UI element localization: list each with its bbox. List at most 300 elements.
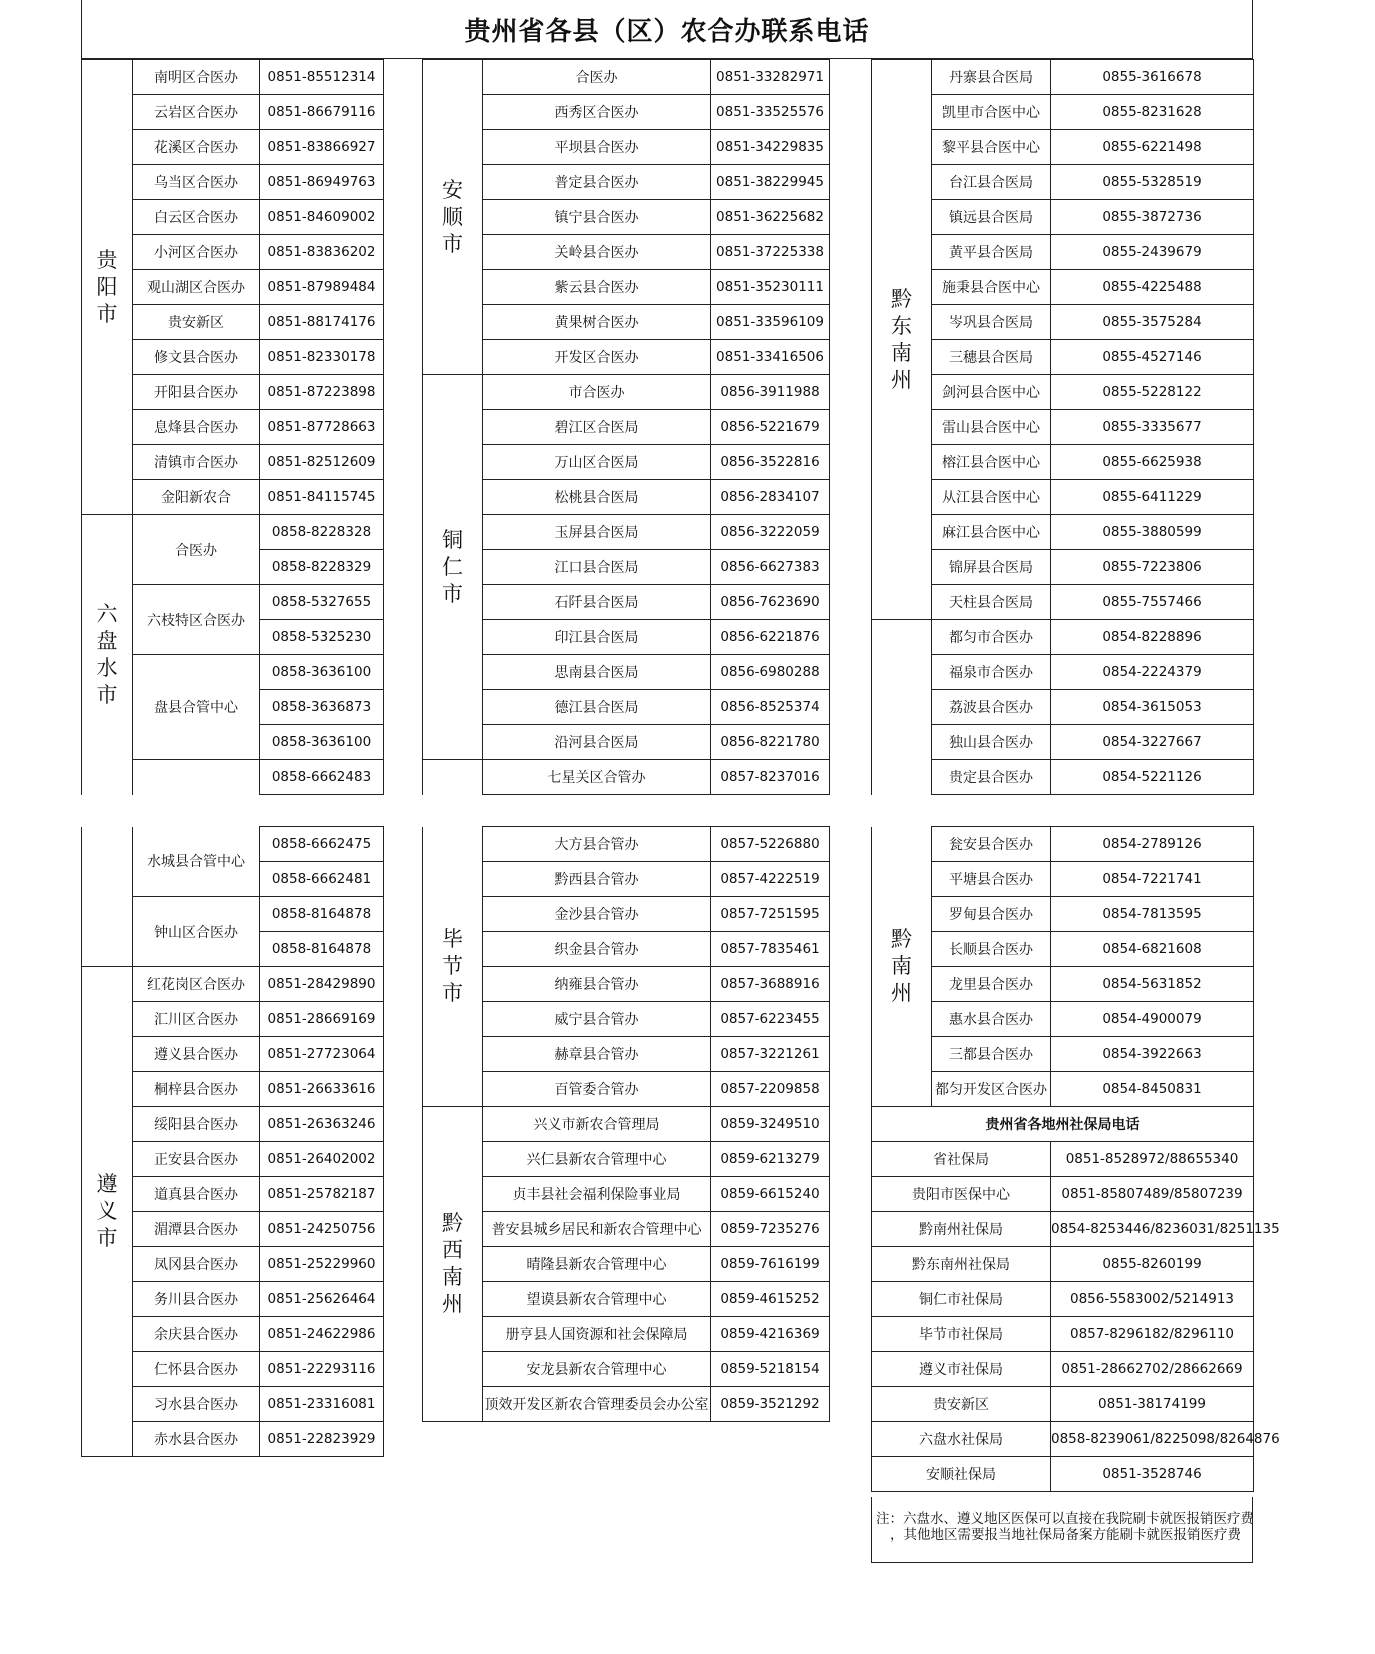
city-qiannan [872,827,932,1107]
footnote-line-1: 注：六盘水、遵义地区医保可以直接在我院刷卡就医报销医疗费 [876,1511,1254,1527]
phone-number: 0854-5221126 [1051,760,1254,795]
phone-number: 0854-6821608 [1051,932,1254,967]
insurance-office-name: 黔南州社保局 [872,1212,1051,1247]
phone-number: 0851-84609002 [260,200,384,235]
phone-number: 0854-7221741 [1051,862,1254,897]
office-name: 沿河县合医局 [483,725,711,760]
table-row [423,235,830,270]
phone-number: 0856-8221780 [711,725,830,760]
phone-number: 0851-26363246 [260,1107,384,1142]
office-name: 钟山区合医办 [133,897,260,967]
office-name: 习水县合医办 [133,1387,260,1422]
office-name: 紫云县合医办 [483,270,711,305]
insurance-office-name: 黔东南州社保局 [872,1247,1051,1282]
phone-number: 0851-34229835 [711,130,830,165]
city-liupanshui-label: 六盘水市 [96,601,118,707]
phone-number: 0851-35230111 [711,270,830,305]
office-name: 正安县合医办 [133,1142,260,1177]
office-name: 水城县合管中心 [133,827,260,897]
office-name: 关岭县合医办 [483,235,711,270]
city-qianxinan [423,1107,483,1422]
insurance-office-name: 贵阳市医保中心 [872,1177,1051,1212]
phone-number: 0855-4527146 [1051,340,1254,375]
phone-number: 0851-25782187 [260,1177,384,1212]
city-guiyang-label: 贵阳市 [96,247,118,326]
city-anshun-label: 安顺市 [442,177,463,256]
table-row [872,60,1254,95]
phone-number: 0854-3922663 [1051,1037,1254,1072]
table-row [423,620,830,655]
phone-number: 0855-3872736 [1051,200,1254,235]
office-name: 黄平县合医局 [932,235,1051,270]
phone-number: 0856-2834107 [711,480,830,515]
table-row [82,827,384,862]
table-row [423,305,830,340]
phone-number: 0851-87989484 [260,270,384,305]
phone-number: 0851-83836202 [260,235,384,270]
col2-top-table [422,59,830,795]
table-row [423,725,830,760]
table-row [82,60,384,95]
phone-number: 0859-3521292 [711,1387,830,1422]
office-name: 金阳新农合 [133,480,260,515]
phone-number: 0855-4225488 [1051,270,1254,305]
city-tongren [423,375,483,760]
table-row [423,1072,830,1107]
table-row [872,1387,1254,1422]
phone-number: 0857-6223455 [711,1002,830,1037]
table-row [423,585,830,620]
office-name: 南明区合医办 [133,60,260,95]
city-guiyang [82,60,133,515]
phone-number: 0855-8231628 [1051,95,1254,130]
phone-number: 0857-8237016 [711,760,830,795]
office-name: 天柱县合医局 [932,585,1051,620]
city-qiannan-top [872,620,932,795]
office-name: 大方县合管办 [483,827,711,862]
office-name: 施秉县合医中心 [932,270,1051,305]
phone-number: 0851-82330178 [260,340,384,375]
phone-number: 0851-37225338 [711,235,830,270]
phone-number: 0858-8164878 [260,932,384,967]
table-row [872,620,1254,655]
insurance-phone-number: 0858-8239061/8225098/8264876 [1051,1422,1254,1457]
table-row [423,1352,830,1387]
phone-number: 0854-7813595 [1051,897,1254,932]
phone-number: 0855-6221498 [1051,130,1254,165]
office-name: 余庆县合医办 [133,1317,260,1352]
table-row [82,967,384,1002]
office-name: 兴义市新农合管理局 [483,1107,711,1142]
phone-number: 0851-28669169 [260,1002,384,1037]
table-row [423,410,830,445]
table-row [872,1107,1254,1142]
insurance-office-name: 安顺社保局 [872,1457,1051,1492]
insurance-office-name: 六盘水社保局 [872,1422,1051,1457]
footnote [871,1497,1253,1563]
phone-number: 0854-8450831 [1051,1072,1254,1107]
office-name: 西秀区合医办 [483,95,711,130]
phone-number: 0856-8525374 [711,690,830,725]
col3-top-table [871,59,1254,795]
office-name: 合医办 [483,60,711,95]
office-name: 六枝特区合医办 [133,585,260,655]
insurance-office-name: 省社保局 [872,1142,1051,1177]
phone-number: 0851-28429890 [260,967,384,1002]
office-name: 台江县合医局 [932,165,1051,200]
city-qiandongnan [872,60,932,620]
phone-number: 0858-3636100 [260,655,384,690]
col1-top-table [81,59,384,795]
insurance-phone-number: 0854-8253446/8236031/8251135 [1051,1212,1254,1247]
office-name: 开阳县合医办 [133,375,260,410]
phone-number: 0856-7623690 [711,585,830,620]
table-row [423,270,830,305]
phone-number: 0858-5327655 [260,585,384,620]
office-name: 凯里市合医中心 [932,95,1051,130]
office-name: 惠水县合医办 [932,1002,1051,1037]
table-row [423,827,830,862]
city-tongren-label: 铜仁市 [442,527,463,606]
table-row [423,932,830,967]
table-row [872,1212,1254,1247]
phone-number: 0858-6662475 [260,827,384,862]
insurance-header: 贵州省各地州社保局电话 [872,1107,1254,1142]
phone-number: 0859-7616199 [711,1247,830,1282]
phone-number: 0856-6980288 [711,655,830,690]
office-name: 兴仁县新农合管理中心 [483,1142,711,1177]
insurance-office-name: 贵安新区 [872,1387,1051,1422]
office-name: 清镇市合医办 [133,445,260,480]
phone-number: 0858-8228328 [260,515,384,550]
office-name: 小河区合医办 [133,235,260,270]
phone-number: 0854-4900079 [1051,1002,1254,1037]
table-row [423,1247,830,1282]
office-name: 湄潭县合医办 [133,1212,260,1247]
city-qianxinan-label: 黔西南州 [442,1211,463,1316]
phone-number: 0856-3522816 [711,445,830,480]
office-name: 麻江县合医中心 [932,515,1051,550]
phone-number: 0851-36225682 [711,200,830,235]
office-name: 开发区合医办 [483,340,711,375]
table-row [423,1317,830,1352]
insurance-phone-number: 0857-8296182/8296110 [1051,1317,1254,1352]
office-name: 晴隆县新农合管理中心 [483,1247,711,1282]
table-row [872,1247,1254,1282]
phone-number: 0855-7223806 [1051,550,1254,585]
table-row [423,760,830,795]
table-row [423,165,830,200]
table-row [423,200,830,235]
phone-number: 0851-26402002 [260,1142,384,1177]
office-name: 玉屏县合医局 [483,515,711,550]
phone-number: 0851-83866927 [260,130,384,165]
phone-number: 0851-22293116 [260,1352,384,1387]
office-name: 观山湖区合医办 [133,270,260,305]
office-name: 印江县合医局 [483,620,711,655]
city-zunyi [82,967,133,1457]
phone-number: 0857-3221261 [711,1037,830,1072]
office-name: 榕江县合医中心 [932,445,1051,480]
phone-number: 0851-86949763 [260,165,384,200]
office-name: 绥阳县合医办 [133,1107,260,1142]
office-name: 安龙县新农合管理中心 [483,1352,711,1387]
phone-number: 0855-3616678 [1051,60,1254,95]
office-name: 云岩区合医办 [133,95,260,130]
phone-number: 0855-6411229 [1051,480,1254,515]
office-name: 万山区合医局 [483,445,711,480]
office-name: 金沙县合管办 [483,897,711,932]
phone-number: 0854-3227667 [1051,725,1254,760]
table-row [872,1177,1254,1212]
office-name: 普定县合医办 [483,165,711,200]
office-name: 雷山县合医中心 [932,410,1051,445]
office-name: 镇远县合医局 [932,200,1051,235]
office-name: 务川县合医办 [133,1282,260,1317]
phone-number: 0855-7557466 [1051,585,1254,620]
office-name: 德江县合医局 [483,690,711,725]
table-row [872,1457,1254,1492]
insurance-phone-number: 0856-5583002/5214913 [1051,1282,1254,1317]
city-anshun [423,60,483,375]
table-row [82,515,384,550]
phone-number: 0855-3335677 [1051,410,1254,445]
phone-number: 0851-84115745 [260,480,384,515]
office-name: 都匀开发区合医办 [932,1072,1051,1107]
office-name: 白云区合医办 [133,200,260,235]
insurance-phone-number: 0851-85807489/85807239 [1051,1177,1254,1212]
city-liupanshui [82,515,133,795]
phone-number: 0857-7835461 [711,932,830,967]
phone-number: 0854-5631852 [1051,967,1254,1002]
table-row [423,1212,830,1247]
table-row [872,1142,1254,1177]
office-name: 都匀市合医办 [932,620,1051,655]
table-row [423,690,830,725]
office-name: 锦屏县合医局 [932,550,1051,585]
office-name: 威宁县合管办 [483,1002,711,1037]
office-name: 剑河县合医中心 [932,375,1051,410]
phone-number: 0858-8228329 [260,550,384,585]
office-name-blank [133,760,260,795]
table-row [872,827,1254,862]
office-name: 龙里县合医办 [932,967,1051,1002]
table-row [423,445,830,480]
phone-number: 0856-6221876 [711,620,830,655]
office-name: 七星关区合管办 [483,760,711,795]
phone-number: 0859-4216369 [711,1317,830,1352]
insurance-phone-number: 0851-3528746 [1051,1457,1254,1492]
phone-number: 0858-5325230 [260,620,384,655]
table-row [423,1282,830,1317]
office-name: 息烽县合医办 [133,410,260,445]
insurance-office-name: 铜仁市社保局 [872,1282,1051,1317]
table-row [423,967,830,1002]
phone-number: 0851-22823929 [260,1422,384,1457]
office-name: 松桃县合医局 [483,480,711,515]
phone-number: 0857-5226880 [711,827,830,862]
office-name: 贞丰县社会福利保险事业局 [483,1177,711,1212]
table-row [423,655,830,690]
phone-number: 0855-3575284 [1051,305,1254,340]
phone-number: 0859-3249510 [711,1107,830,1142]
phone-number: 0851-87223898 [260,375,384,410]
phone-number: 0851-86679116 [260,95,384,130]
office-name: 黔西县合管办 [483,862,711,897]
phone-number: 0855-6625938 [1051,445,1254,480]
phone-number: 0851-25229960 [260,1247,384,1282]
table-row [423,1037,830,1072]
phone-number: 0851-38229945 [711,165,830,200]
office-name: 平坝县合医办 [483,130,711,165]
phone-number: 0851-87728663 [260,410,384,445]
office-name: 黄果树合医办 [483,305,711,340]
office-name: 平塘县合医办 [932,862,1051,897]
table-row [423,340,830,375]
phone-number: 0854-2224379 [1051,655,1254,690]
office-name: 丹寨县合医局 [932,60,1051,95]
phone-number: 0855-3880599 [1051,515,1254,550]
table-row [423,1177,830,1212]
table-row [872,1422,1254,1457]
phone-number: 0858-6662483 [260,760,384,795]
phone-number: 0851-33525576 [711,95,830,130]
phone-number: 0857-2209858 [711,1072,830,1107]
office-name: 荔波县合医办 [932,690,1051,725]
table-row [423,1107,830,1142]
insurance-phone-number: 0851-8528972/88655340 [1051,1142,1254,1177]
office-name: 瓮安县合医办 [932,827,1051,862]
table-row [423,515,830,550]
footnote-line-2: ，其他地区需要报当地社保局备案方能刷卡就医报销医疗费 [890,1527,1241,1543]
col1-bottom-table [81,826,384,1457]
phone-number: 0859-6213279 [711,1142,830,1177]
office-name: 花溪区合医办 [133,130,260,165]
office-name: 三穗县合医局 [932,340,1051,375]
table-row [423,862,830,897]
table-row [423,1142,830,1177]
office-name: 贵安新区 [133,305,260,340]
phone-number: 0851-24250756 [260,1212,384,1247]
table-row [872,1352,1254,1387]
office-name: 乌当区合医办 [133,165,260,200]
office-name: 福泉市合医办 [932,655,1051,690]
phone-number: 0855-5328519 [1051,165,1254,200]
phone-number: 0851-88174176 [260,305,384,340]
office-name: 织金县合管办 [483,932,711,967]
office-name: 市合医办 [483,375,711,410]
phone-number: 0856-5221679 [711,410,830,445]
office-name: 三都县合医办 [932,1037,1051,1072]
table-row [423,95,830,130]
office-name: 黎平县合医中心 [932,130,1051,165]
city-zunyi-label: 遵义市 [96,1172,118,1250]
phone-number: 0855-2439679 [1051,235,1254,270]
office-name: 镇宁县合医办 [483,200,711,235]
table-row [872,1282,1254,1317]
city-bijie-top [423,760,483,795]
office-name: 思南县合医局 [483,655,711,690]
table-row [423,897,830,932]
office-name: 凤冈县合医办 [133,1247,260,1282]
table-row [423,375,830,410]
office-name: 汇川区合医办 [133,1002,260,1037]
office-name: 红花岗区合医办 [133,967,260,1002]
insurance-phone-number: 0851-38174199 [1051,1387,1254,1422]
table-row [872,1317,1254,1352]
office-name: 望谟县新农合管理中心 [483,1282,711,1317]
office-name: 从江县合医中心 [932,480,1051,515]
phone-number: 0851-25626464 [260,1282,384,1317]
city-liupanshui-cont [82,827,133,967]
office-name: 石阡县合医局 [483,585,711,620]
office-name: 贵定县合医办 [932,760,1051,795]
insurance-office-name: 遵义市社保局 [872,1352,1051,1387]
office-name: 合医办 [133,515,260,585]
phone-number: 0857-3688916 [711,967,830,1002]
phone-number: 0857-7251595 [711,897,830,932]
city-qiannan-label: 黔南州 [891,926,912,1005]
phone-number: 0851-33416506 [711,340,830,375]
phone-number: 0854-2789126 [1051,827,1254,862]
office-name: 修文县合医办 [133,340,260,375]
phone-number: 0859-4615252 [711,1282,830,1317]
phone-number: 0851-26633616 [260,1072,384,1107]
phone-number: 0856-6627383 [711,550,830,585]
office-name: 赫章县合管办 [483,1037,711,1072]
office-name: 百管委合管办 [483,1072,711,1107]
insurance-office-name: 毕节市社保局 [872,1317,1051,1352]
phone-number: 0854-8228896 [1051,620,1254,655]
city-bijie-label: 毕节市 [442,926,463,1005]
insurance-phone-number: 0851-28662702/28662669 [1051,1352,1254,1387]
office-name: 独山县合医办 [932,725,1051,760]
office-name: 罗甸县合医办 [932,897,1051,932]
col2-bottom-table [422,826,830,1422]
table-row [423,550,830,585]
phone-number: 0854-3615053 [1051,690,1254,725]
city-qiandongnan-label: 黔东南州 [891,286,912,392]
table-row [423,130,830,165]
office-name: 仁怀县合医办 [133,1352,260,1387]
phone-number: 0851-23316081 [260,1387,384,1422]
office-name: 遵义县合医办 [133,1037,260,1072]
office-name: 长顺县合医办 [932,932,1051,967]
city-bijie [423,827,483,1107]
office-name: 岑巩县合医局 [932,305,1051,340]
phone-number: 0858-6662481 [260,862,384,897]
office-name: 顶效开发区新农合管理委员会办公室 [483,1387,711,1422]
office-name: 江口县合医局 [483,550,711,585]
table-row [423,480,830,515]
phone-number: 0857-4222519 [711,862,830,897]
phone-number: 0858-3636100 [260,725,384,760]
phone-number: 0851-85512314 [260,60,384,95]
page-title: 贵州省各县（区）农合办联系电话 [81,0,1253,59]
office-name: 桐梓县合医办 [133,1072,260,1107]
office-name: 册亨县人国资源和社会保障局 [483,1317,711,1352]
phone-number: 0859-5218154 [711,1352,830,1387]
phone-number: 0851-82512609 [260,445,384,480]
phone-number: 0858-3636873 [260,690,384,725]
phone-number: 0858-8164878 [260,897,384,932]
phone-number: 0859-6615240 [711,1177,830,1212]
phone-number: 0851-24622986 [260,1317,384,1352]
phone-number: 0855-5228122 [1051,375,1254,410]
office-name: 碧江区合医局 [483,410,711,445]
phone-number: 0851-33596109 [711,305,830,340]
office-name: 盘县合管中心 [133,655,260,760]
